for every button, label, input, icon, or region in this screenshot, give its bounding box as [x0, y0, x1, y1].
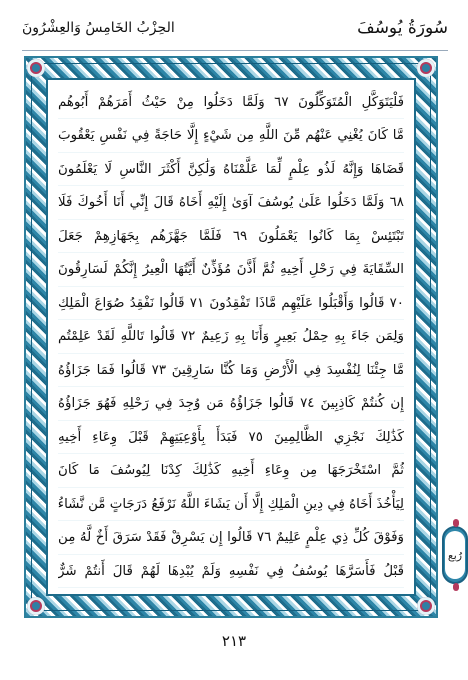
page-number: ٢١٣ — [221, 632, 247, 650]
verse-line: كَذَٰلِكَ نَجْزِي الظَّالِمِينَ ٧٥ فَبَدَأَ بِأَوْعِيَتِهِمْ قَبْلَ وِعَاءِ أَخِيهِ — [58, 421, 404, 454]
verse-lines — [58, 86, 404, 588]
rub-marker-label: رُبع — [445, 531, 465, 579]
page-header — [22, 8, 448, 48]
corner-ornament-icon — [27, 597, 45, 615]
corner-ornament-icon — [27, 59, 45, 77]
verse-line: قَبْلُ فَأَسَرَّهَا يُوسُفُ فِي نَفْسِهِ وَلَمْ يُبْدِهَا لَهُمْ قَالَ أَنتُمْ شَرٌّ — [58, 555, 404, 588]
verse-line: وَلِمَن جَاءَ بِهِ حِمْلُ بَعِيرٍ وَأَنَا بِهِ زَعِيمٌ ٧٢ قَالُوا تَاللَّهِ لَقَدْ عَلِمْتُم — [58, 320, 404, 353]
verse-line: إِن كُنتُمْ كَاذِبِينَ ٧٤ قَالُوا جَزَاؤُهُ مَن وُجِدَ فِي رَحْلِهِ فَهُوَ جَزَاؤُهُ — [58, 387, 404, 420]
verse-line: ثُمَّ اسْتَخْرَجَهَا مِن وِعَاءِ أَخِيهِ كَذَٰلِكَ كِدْنَا لِيُوسُفَ مَا كَانَ — [58, 454, 404, 487]
verse-line: ٧٠ قَالُوا وَأَقْبَلُوا عَلَيْهِم مَّاذَا تَفْقِدُونَ ٧١ قَالُوا نَفْقِدُ صُوَاعَ الْمَلِكِ — [58, 287, 404, 320]
verse-line: مَّا جِئْنَا لِنُفْسِدَ فِي الْأَرْضِ وَمَا كُنَّا سَارِقِينَ ٧٣ قَالُوا فَمَا جَزَاؤُهُ — [58, 354, 404, 387]
verse-line: قَضَاهَا وَإِنَّهُ لَذُو عِلْمٍ لِّمَا عَلَّمْنَاهُ وَلَٰكِنَّ أَكْثَرَ النَّاسِ لَا يَعْلَمُونَ — [58, 153, 404, 186]
juz-title: الحِزْبُ الخَامِسُ وَالعِشْرُونَ — [22, 20, 175, 36]
surah-title: سُورَةُ يُوسُفَ — [357, 18, 448, 38]
verse-line: لِيَأْخُذَ أَخَاهُ فِي دِينِ الْمَلِكِ إِلَّا أَن يَشَاءَ اللَّهُ نَرْفَعُ دَرَجَاتٍ مَّن نَّشَاءُ — [58, 488, 404, 521]
verse-line: فَلْيَتَوَكَّلِ الْمُتَوَكِّلُونَ ٦٧ وَلَمَّا دَخَلُوا مِنْ حَيْثُ أَمَرَهُمْ أَبُوهُم — [58, 86, 404, 119]
ornamental-frame — [24, 56, 438, 618]
verse-line: السِّقَايَةَ فِي رَحْلِ أَخِيهِ ثُمَّ أَذَّنَ مُؤَذِّنٌ أَيَّتُهَا الْعِيرُ إِنَّكُمْ لَسَارِقُونَ — [58, 253, 404, 286]
corner-ornament-icon — [417, 597, 435, 615]
verse-line: مَّا كَانَ يُغْنِي عَنْهُم مِّنَ اللَّهِ مِن شَيْءٍ إِلَّا حَاجَةً فِي نَفْسِ يَعْقُوبَ — [58, 119, 404, 152]
rub-marker-icon — [442, 526, 468, 584]
header-divider — [22, 50, 448, 51]
verse-line: ٦٨ وَلَمَّا دَخَلُوا عَلَىٰ يُوسُفَ آوَىٰ إِلَيْهِ أَخَاهُ قَالَ إِنِّي أَنَا أَخُوكَ فَلَا — [58, 186, 404, 219]
text-panel — [46, 78, 416, 596]
corner-ornament-icon — [417, 59, 435, 77]
verse-line: وَفَوْقَ كُلِّ ذِي عِلْمٍ عَلِيمٌ ٧٦ قَالُوا إِن يَسْرِقْ فَقَدْ سَرَقَ أَخٌ لَّهُ مِن — [58, 521, 404, 554]
verse-line: تَبْتَئِسْ بِمَا كَانُوا يَعْمَلُونَ ٦٩ فَلَمَّا جَهَّزَهُم بِجَهَازِهِمْ جَعَلَ — [58, 220, 404, 253]
